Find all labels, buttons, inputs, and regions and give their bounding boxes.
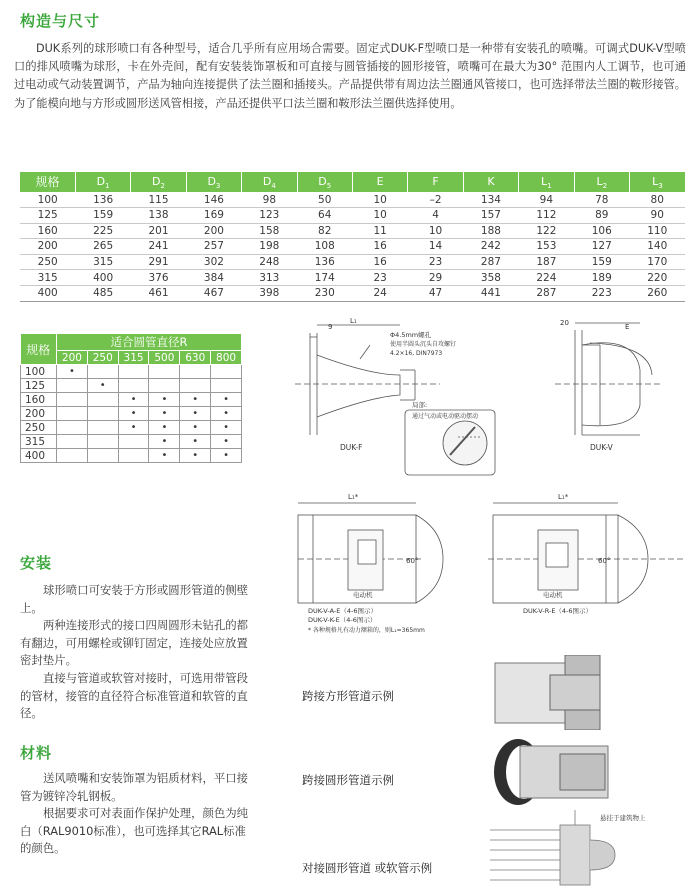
- spec-table-row: [20, 254, 685, 270]
- fit-mark-cell: [118, 365, 149, 379]
- material-paragraph-1: 送风喷嘴和安装饰罩为铝质材料，平口接管为镀锌冷轧钢板。: [20, 771, 249, 803]
- fit-mark-cell: •: [211, 449, 242, 463]
- fit-table-row: [21, 365, 242, 379]
- fit-mark-cell: •: [211, 435, 242, 449]
- spec-table-cell: 136: [75, 192, 130, 207]
- pipe-fit-table: [20, 333, 242, 463]
- fit-mark-cell: [180, 379, 211, 393]
- duk-f-label: DUK-F: [340, 443, 363, 452]
- fit-mark-cell: •: [180, 449, 211, 463]
- spec-table-cell: 157: [463, 207, 518, 223]
- spec-table-cell: 10: [352, 207, 407, 223]
- spec-table-cell: 100: [20, 192, 75, 207]
- fit-size-header: 630: [180, 351, 211, 365]
- fit-table-row: [21, 379, 242, 393]
- spec-table-cell: 64: [297, 207, 352, 223]
- motor-label-right: 电动机: [543, 591, 563, 599]
- fit-table-body: [21, 365, 242, 463]
- svg-text:E: E: [625, 323, 630, 331]
- spec-table-cell: 78: [574, 192, 629, 207]
- spec-table-cell: 170: [629, 254, 685, 270]
- spec-table-cell: 315: [75, 254, 130, 270]
- spec-table-cell: 89: [574, 207, 629, 223]
- fit-mark-cell: •: [87, 379, 118, 393]
- structure-section-title: 构造与尺寸: [20, 12, 101, 30]
- fit-mark-cell: •: [57, 365, 88, 379]
- square-duct-caption: 跨接方形管道示例: [302, 689, 394, 703]
- fit-mark-cell: [87, 449, 118, 463]
- drawing-duk-v-e: [288, 485, 700, 635]
- material-text: [20, 770, 256, 858]
- spec-col-header: $D_3$: [186, 172, 241, 192]
- fit-mark-cell: •: [180, 435, 211, 449]
- fit-mark-cell: •: [118, 421, 149, 435]
- fit-mark-cell: •: [149, 449, 180, 463]
- svg-text:20: 20: [560, 319, 569, 327]
- fit-table-row: [21, 421, 242, 435]
- fit-mark-cell: [87, 407, 118, 421]
- spec-table-cell: 98: [242, 192, 297, 207]
- fit-mark-cell: [87, 421, 118, 435]
- spec-table-cell: 241: [131, 239, 186, 255]
- spec-table-cell: 50: [297, 192, 352, 207]
- fit-mark-cell: [57, 449, 88, 463]
- spec-table-cell: 223: [574, 285, 629, 301]
- install-paragraph-3: 直接与管道或软管对接时，可选用带管段的管材，接管的直径符合标准管道和软管的直径。: [20, 670, 249, 721]
- fit-table-row: [21, 407, 242, 421]
- fit-mark-cell: •: [180, 393, 211, 407]
- spec-col-header: $D_4$: [242, 172, 297, 192]
- spec-col-header: $L_1$: [519, 172, 574, 192]
- spec-table-cell: 230: [297, 285, 352, 301]
- spec-table-cell: 220: [629, 270, 685, 286]
- spec-table-cell: 250: [20, 254, 75, 270]
- fit-mark-cell: •: [180, 407, 211, 421]
- spec-table-cell: 82: [297, 223, 352, 239]
- spec-table-cell: 23: [408, 254, 463, 270]
- spec-table-cell: 302: [186, 254, 241, 270]
- fit-mark-cell: •: [149, 407, 180, 421]
- spec-table-cell: 16: [352, 239, 407, 255]
- spec-table-cell: 153: [519, 239, 574, 255]
- spec-table-cell: 146: [186, 192, 241, 207]
- spec-table-cell: 125: [20, 207, 75, 223]
- spec-table-cell: 376: [131, 270, 186, 286]
- spec-table-cell: 16: [352, 254, 407, 270]
- vae-note: * 各种规格凡有动力额箱的，则L₁=365mm: [308, 627, 425, 634]
- spec-table-row: [20, 239, 685, 255]
- angle-label-right: 60°: [598, 557, 611, 565]
- fit-mark-cell: [211, 365, 242, 379]
- fit-mark-cell: •: [211, 421, 242, 435]
- hang-note: 悬挂于建筑物上: [600, 814, 646, 822]
- fit-size-header: 200: [57, 351, 88, 365]
- fit-table-row: [21, 449, 242, 463]
- spec-table-cell: 80: [629, 192, 685, 207]
- fit-mark-cell: [149, 379, 180, 393]
- spec-table-cell: 29: [408, 270, 463, 286]
- svg-text:L₁*: L₁*: [558, 493, 569, 501]
- spec-table-cell: 112: [519, 207, 574, 223]
- spec-table-cell: 198: [242, 239, 297, 255]
- spec-table-cell: 4: [408, 207, 463, 223]
- spec-table-cell: 134: [463, 192, 518, 207]
- screw-note-3: 4.2×16, DIN7973: [390, 350, 443, 357]
- spec-table-cell: 200: [186, 223, 241, 239]
- spec-table-cell: 189: [574, 270, 629, 286]
- spec-table-cell: 461: [131, 285, 186, 301]
- material-paragraph-2: 根据要求可对表面作保护处理，颜色为纯白（RAL9010标准），也可选择其它RAL标准的颜色。: [20, 806, 249, 856]
- spec-col-header: F: [408, 172, 463, 192]
- vae-caption-1: DUK-V-A-E（4-6图示）: [308, 607, 377, 615]
- material-section-title: 材料: [20, 744, 53, 762]
- square-duct-example-image: [490, 655, 610, 730]
- fit-mark-cell: [118, 379, 149, 393]
- spec-table-cell: 127: [574, 239, 629, 255]
- spec-table-cell: 287: [519, 285, 574, 301]
- fit-mark-cell: [180, 365, 211, 379]
- fit-mark-cell: [87, 435, 118, 449]
- spec-table: [20, 172, 685, 302]
- vae-caption-2: DUK-V-K-E（4-6图示）: [308, 616, 377, 624]
- spec-table-cell: 201: [131, 223, 186, 239]
- round-duct-caption: 跨接圆形管道示例: [302, 773, 394, 787]
- fit-row-label: 315: [21, 435, 57, 449]
- spec-table-cell: 315: [20, 270, 75, 286]
- spec-col-header: $L_3$: [629, 172, 685, 192]
- install-section-title: 安装: [20, 554, 53, 572]
- spec-table-cell: 287: [463, 254, 518, 270]
- fit-mark-cell: •: [149, 435, 180, 449]
- fit-mark-cell: •: [149, 393, 180, 407]
- spec-table-cell: 400: [75, 270, 130, 286]
- spec-table-cell: 248: [242, 254, 297, 270]
- fit-mark-cell: •: [211, 407, 242, 421]
- butt-joint-caption: 对接圆形管道 或软管示例: [302, 861, 433, 875]
- spec-table-cell: 384: [186, 270, 241, 286]
- fit-table-row: [21, 435, 242, 449]
- angle-label-left: 60°: [406, 557, 419, 565]
- fit-row-label: 250: [21, 421, 57, 435]
- spec-table-header: [20, 172, 685, 192]
- install-text: [20, 582, 256, 723]
- spec-table-cell: 187: [519, 254, 574, 270]
- spec-table-cell: 123: [242, 207, 297, 223]
- spec-table-cell: 106: [574, 223, 629, 239]
- structure-intro-text: DUK系列的球形喷口有各种型号，适合几乎所有应用场合需要。固定式DUK-F型喷口是一种带有安装孔的喷嘴。可调式DUK-V型喷口的排风喷嘴为球形，卡在外壳间，配有安装装饰罩板和可直接与圆管插接的圆形接管，喷嘴可在最大为30° 范围内人工调节，也可通过电动或气动装置调节，产品为轴向连接提供了法兰圈和插接头。产品提供带有周边法兰圈通风管接口，也可选择带法兰圈的鞍形接管。为了能模向地与方形或圆形送风管相接，产品还提供平口法兰圈和鞍形法兰圈供选择使用。: [14, 42, 686, 110]
- fit-mark-cell: [118, 449, 149, 463]
- spec-table-cell: 160: [20, 223, 75, 239]
- spec-table-cell: 225: [75, 223, 130, 239]
- spec-table-cell: –2: [408, 192, 463, 207]
- spec-col-header: $L_2$: [574, 172, 629, 192]
- fit-mark-cell: [57, 435, 88, 449]
- screw-note-2: 使用半圆头沉头自攻螺钉: [390, 341, 457, 348]
- fit-mark-cell: [57, 379, 88, 393]
- spec-table-cell: 136: [297, 254, 352, 270]
- spec-table-cell: 90: [629, 207, 685, 223]
- fit-mark-cell: [57, 421, 88, 435]
- spec-table-cell: 260: [629, 285, 685, 301]
- fit-mark-cell: [87, 365, 118, 379]
- spec-table-cell: 159: [574, 254, 629, 270]
- spec-table-cell: 122: [519, 223, 574, 239]
- fit-table-corner: 规格: [21, 334, 57, 365]
- spec-table-cell: 174: [297, 270, 352, 286]
- fit-row-label: 125: [21, 379, 57, 393]
- callout-note-2: 通过气动或电动驱动摆动: [412, 413, 479, 420]
- fit-mark-cell: [57, 407, 88, 421]
- spec-table-cell: 110: [629, 223, 685, 239]
- spec-table-row: [20, 223, 685, 239]
- install-paragraph-1: 球形喷口可安装于方形或圆形管道的侧壁上。: [20, 583, 249, 615]
- spec-table-cell: 94: [519, 192, 574, 207]
- drawing-duk-f-v: [290, 315, 700, 480]
- spec-table-cell: 467: [186, 285, 241, 301]
- spec-table-cell: 140: [629, 239, 685, 255]
- fit-table-row: [21, 393, 242, 407]
- fit-size-header: 315: [118, 351, 149, 365]
- spec-table-cell: 10: [352, 192, 407, 207]
- spec-table-cell: 47: [408, 285, 463, 301]
- spec-table-cell: 257: [186, 239, 241, 255]
- spec-table-cell: 115: [131, 192, 186, 207]
- spec-table-cell: 485: [75, 285, 130, 301]
- spec-col-header: $D_5$: [297, 172, 352, 192]
- spec-table-row: [20, 192, 685, 207]
- spec-table-cell: 200: [20, 239, 75, 255]
- fit-mark-cell: [118, 435, 149, 449]
- fit-size-header: 800: [211, 351, 242, 365]
- spec-col-header: K: [463, 172, 518, 192]
- svg-text:L₁: L₁: [350, 317, 357, 325]
- fit-mark-cell: [87, 393, 118, 407]
- vre-caption: DUK-V-R-E（4-6图示）: [523, 607, 593, 615]
- spec-col-header: $D_1$: [75, 172, 130, 192]
- spec-table-cell: 24: [352, 285, 407, 301]
- fit-row-label: 200: [21, 407, 57, 421]
- callout-note-1: 局部:: [412, 401, 428, 409]
- spec-table-cell: 23: [352, 270, 407, 286]
- spec-col-header: $D_2$: [131, 172, 186, 192]
- spec-table-body: [20, 192, 685, 301]
- spec-table-cell: 265: [75, 239, 130, 255]
- install-paragraph-2: 两种连接形式的接口四周圆形未钻孔的都有翻边，可用螺栓或铆钉固定，连接处应放置密封垫片。: [20, 618, 249, 668]
- spec-table-cell: 358: [463, 270, 518, 286]
- fit-size-header: 250: [87, 351, 118, 365]
- butt-joint-example-image: [490, 810, 700, 894]
- spec-table-cell: 291: [131, 254, 186, 270]
- fit-table-header: 适合圆管直径R: [57, 334, 242, 351]
- spec-table-cell: 158: [242, 223, 297, 239]
- spec-table-row: [20, 207, 685, 223]
- spec-table-row: [20, 270, 685, 286]
- fit-mark-cell: •: [118, 393, 149, 407]
- round-duct-example-image: [490, 738, 615, 808]
- spec-table-cell: 159: [75, 207, 130, 223]
- fit-mark-cell: •: [211, 393, 242, 407]
- spec-table-cell: 14: [408, 239, 463, 255]
- fit-row-label: 100: [21, 365, 57, 379]
- fit-mark-cell: •: [118, 407, 149, 421]
- spec-table-cell: 11: [352, 223, 407, 239]
- spec-table-cell: 313: [242, 270, 297, 286]
- spec-table-cell: 188: [463, 223, 518, 239]
- spec-table-cell: 10: [408, 223, 463, 239]
- fit-size-header: 500: [149, 351, 180, 365]
- spec-table-cell: 398: [242, 285, 297, 301]
- spec-table-cell: 108: [297, 239, 352, 255]
- motor-label-left: 电动机: [353, 591, 373, 599]
- fit-mark-cell: •: [180, 421, 211, 435]
- spec-table-cell: 441: [463, 285, 518, 301]
- fit-row-label: 160: [21, 393, 57, 407]
- spec-table-cell: 169: [186, 207, 241, 223]
- fit-mark-cell: [211, 379, 242, 393]
- svg-text:9: 9: [328, 323, 333, 331]
- spec-table-cell: 242: [463, 239, 518, 255]
- duk-v-label: DUK-V: [590, 443, 613, 452]
- spec-table-cell: 224: [519, 270, 574, 286]
- fit-mark-cell: [149, 365, 180, 379]
- spec-table-cell: 400: [20, 285, 75, 301]
- screw-note-1: Φ4.5mm螺孔: [390, 331, 432, 339]
- spec-col-header: 规格: [20, 172, 75, 192]
- svg-text:L₁*: L₁*: [348, 493, 359, 501]
- fit-mark-cell: [57, 393, 88, 407]
- spec-col-header: E: [352, 172, 407, 192]
- fit-row-label: 400: [21, 449, 57, 463]
- spec-table-row: [20, 285, 685, 301]
- spec-table-cell: 138: [131, 207, 186, 223]
- fit-mark-cell: •: [149, 421, 180, 435]
